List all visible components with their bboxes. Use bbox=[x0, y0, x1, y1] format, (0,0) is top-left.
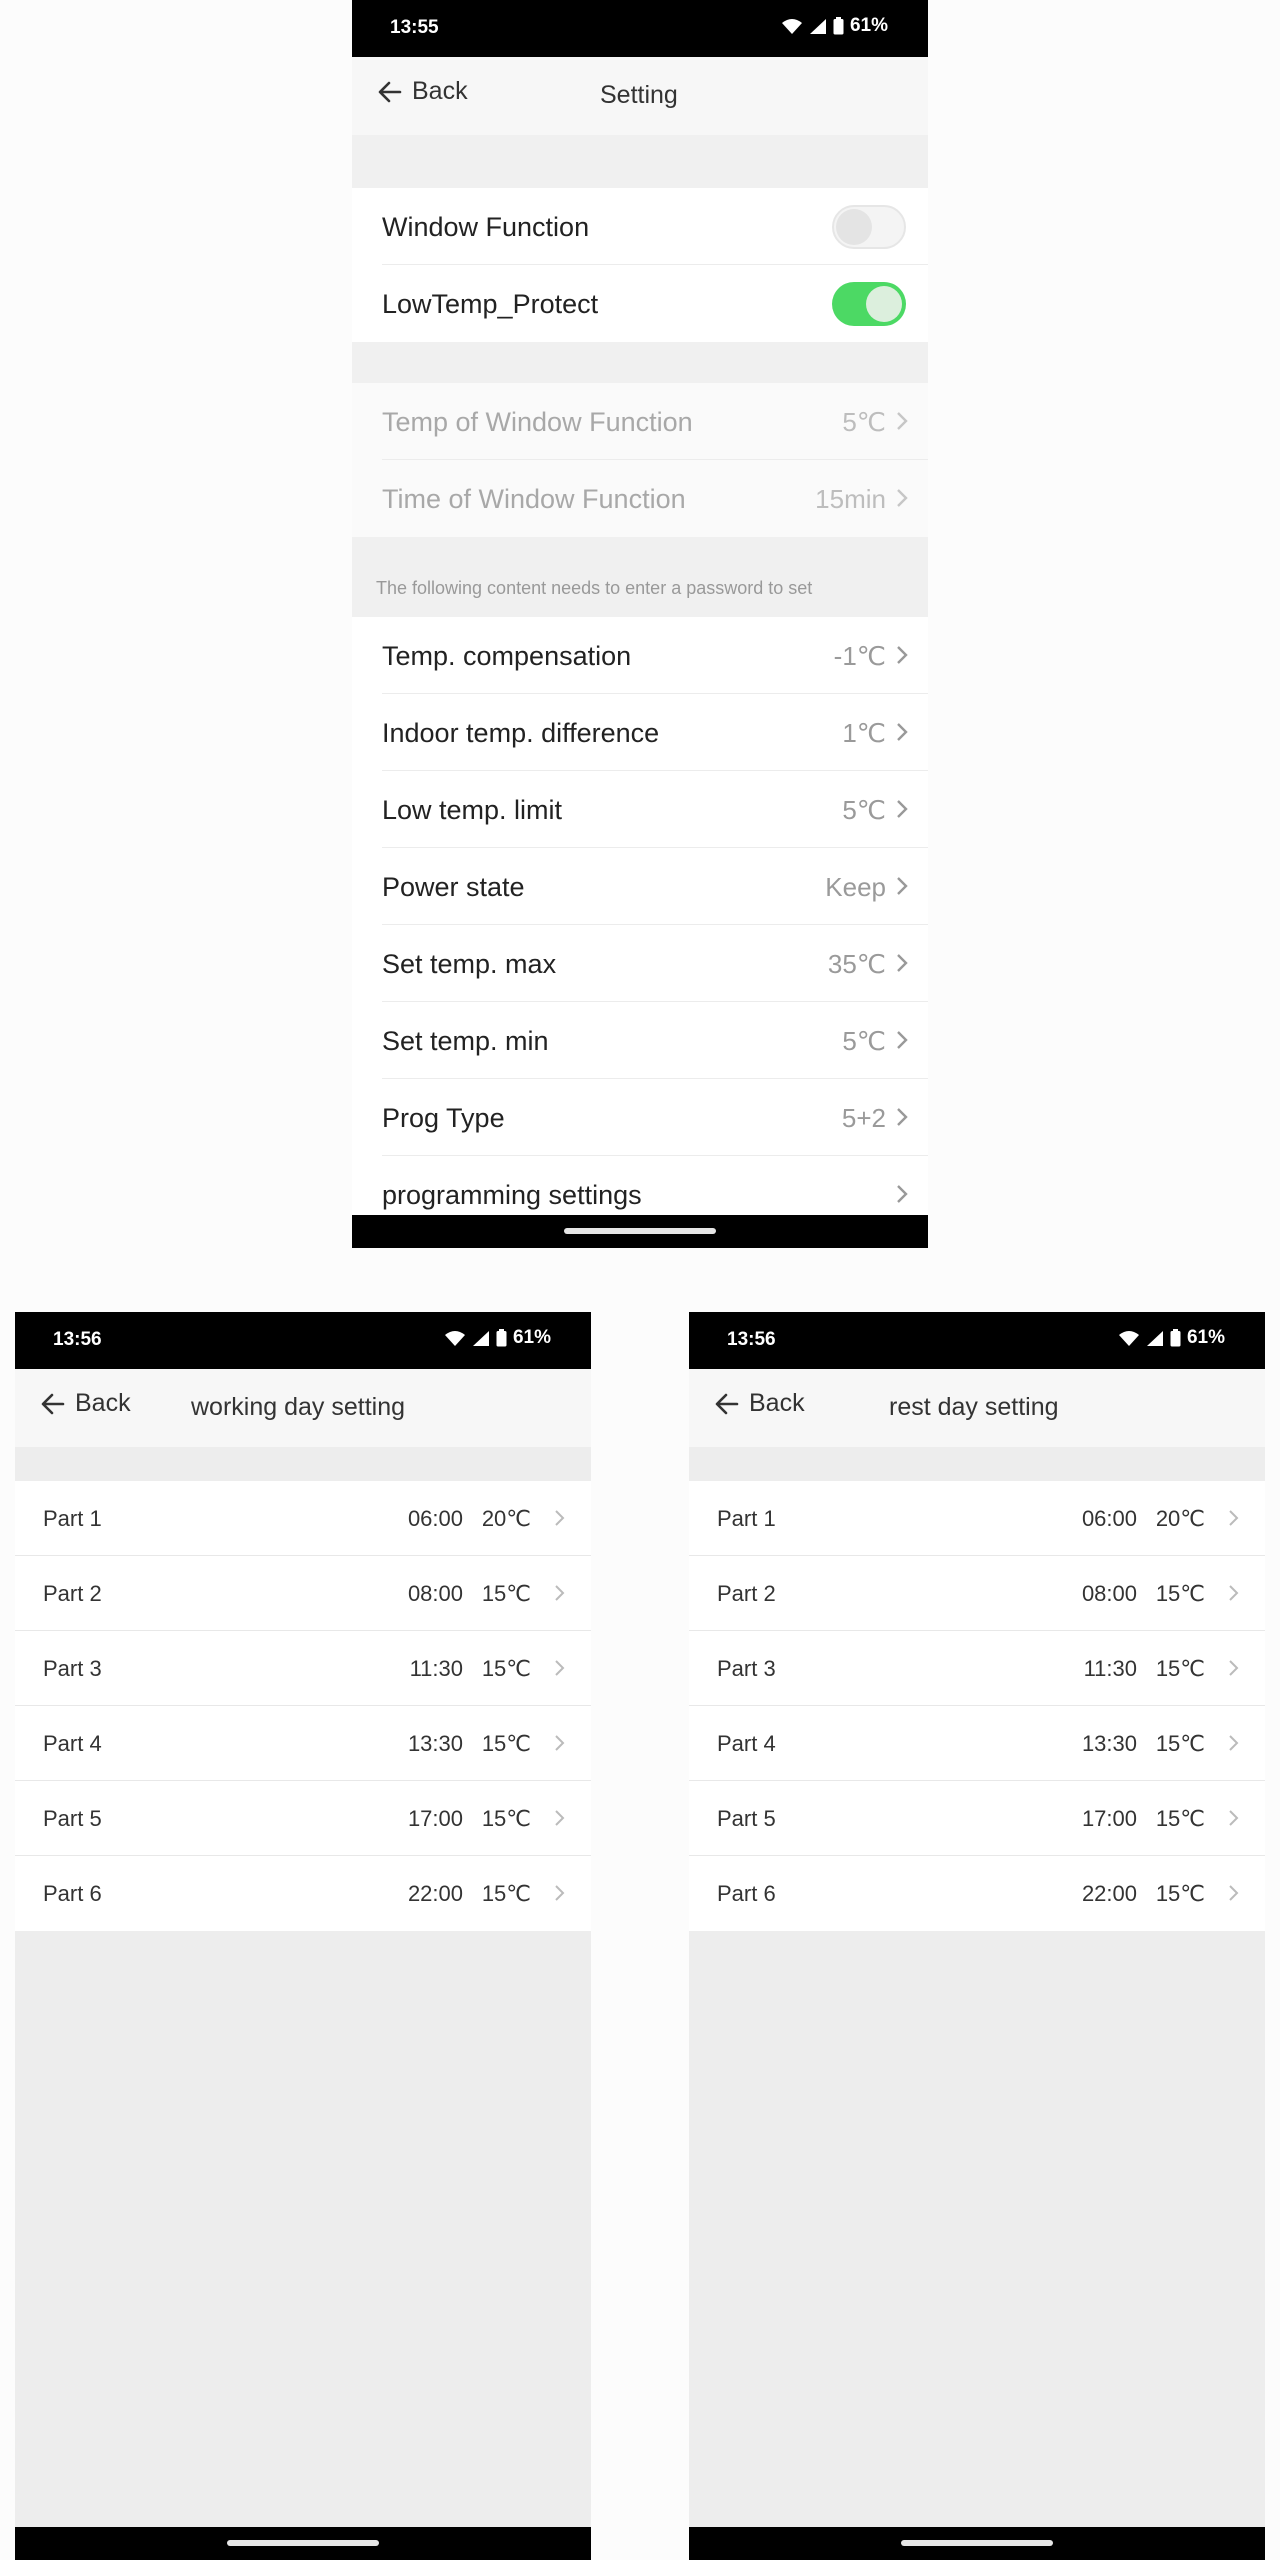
row-label: Indoor temp. difference bbox=[382, 718, 660, 748]
part-label: Part 5 bbox=[717, 1806, 776, 1831]
temp-compensation-row[interactable] bbox=[352, 617, 928, 694]
password-settings-section bbox=[352, 617, 928, 1216]
battery-icon bbox=[833, 17, 844, 35]
chevron-right-icon bbox=[1228, 1884, 1239, 1902]
part-label: Part 6 bbox=[43, 1881, 102, 1906]
home-indicator-bar bbox=[352, 1215, 928, 1248]
part-temp: 15℃ bbox=[1155, 1581, 1205, 1606]
battery-percent: 61% bbox=[1186, 1327, 1225, 1348]
signal-icon bbox=[1146, 1330, 1164, 1347]
working-day-parts-list bbox=[15, 1481, 591, 1931]
back-label: Back bbox=[412, 77, 468, 105]
back-label: Back bbox=[75, 1389, 131, 1417]
status-bar bbox=[689, 1312, 1265, 1369]
part-temp: 15℃ bbox=[481, 1806, 531, 1831]
chevron-right-icon bbox=[1228, 1659, 1239, 1677]
row-label: Set temp. max bbox=[382, 949, 557, 979]
part-row-4[interactable] bbox=[15, 1706, 591, 1781]
part-time: 08:00 bbox=[1081, 1581, 1137, 1606]
part-temp: 15℃ bbox=[481, 1881, 531, 1906]
row-label: Prog Type bbox=[382, 1103, 505, 1133]
part-temp: 15℃ bbox=[481, 1656, 531, 1681]
row-label: Time of Window Function bbox=[382, 484, 686, 514]
time-window-function-row[interactable] bbox=[352, 460, 928, 537]
row-value: 1℃ bbox=[842, 718, 886, 748]
part-time: 13:30 bbox=[1081, 1731, 1137, 1756]
back-button[interactable] bbox=[715, 1389, 805, 1418]
back-label: Back bbox=[749, 1389, 805, 1417]
row-value: -1℃ bbox=[833, 641, 886, 671]
chevron-right-icon bbox=[896, 953, 908, 973]
battery-percent: 61% bbox=[512, 1327, 551, 1348]
power-state-row[interactable] bbox=[352, 848, 928, 925]
toggle-knob bbox=[836, 209, 872, 245]
part-row-6[interactable] bbox=[689, 1856, 1265, 1931]
part-row-6[interactable] bbox=[15, 1856, 591, 1931]
chevron-right-icon bbox=[1228, 1584, 1239, 1602]
part-temp: 15℃ bbox=[1155, 1656, 1205, 1681]
window-function-label: Window Function bbox=[382, 212, 590, 242]
row-value: 5℃ bbox=[842, 795, 886, 825]
status-bar bbox=[352, 0, 928, 57]
status-icons bbox=[781, 15, 888, 37]
chevron-right-icon bbox=[896, 1107, 908, 1127]
part-time: 17:00 bbox=[1081, 1806, 1137, 1831]
row-value: 5℃ bbox=[842, 1026, 886, 1056]
toggle-knob bbox=[866, 286, 902, 322]
working-day-header bbox=[15, 1369, 591, 1447]
part-label: Part 3 bbox=[717, 1656, 776, 1681]
set-temp-max-row[interactable] bbox=[352, 925, 928, 1002]
status-time: 13:56 bbox=[727, 1329, 776, 1350]
part-time: 11:30 bbox=[409, 1656, 463, 1681]
page-title: Setting bbox=[600, 81, 678, 109]
lowtemp-protect-row bbox=[352, 265, 928, 342]
chevron-right-icon bbox=[1228, 1509, 1239, 1527]
part-time: 22:00 bbox=[407, 1881, 463, 1906]
part-time: 11:30 bbox=[1083, 1656, 1137, 1681]
part-row-2[interactable] bbox=[15, 1556, 591, 1631]
row-label: Temp of Window Function bbox=[382, 407, 693, 437]
part-time: 22:00 bbox=[1081, 1881, 1137, 1906]
chevron-right-icon bbox=[896, 1030, 908, 1050]
status-time: 13:56 bbox=[53, 1329, 102, 1350]
part-time: 13:30 bbox=[407, 1731, 463, 1756]
row-value: 5℃ bbox=[842, 407, 886, 437]
chevron-right-icon bbox=[554, 1809, 565, 1827]
part-label: Part 1 bbox=[43, 1506, 102, 1531]
row-value: Keep bbox=[825, 872, 886, 902]
chevron-right-icon bbox=[896, 799, 908, 819]
row-label: programming settings bbox=[382, 1180, 642, 1210]
prog-type-row[interactable] bbox=[352, 1079, 928, 1156]
lowtemp-protect-label: LowTemp_Protect bbox=[382, 289, 599, 319]
part-time: 08:00 bbox=[407, 1581, 463, 1606]
status-icons bbox=[1118, 1327, 1225, 1349]
row-value: 35℃ bbox=[827, 949, 886, 979]
chevron-right-icon bbox=[554, 1884, 565, 1902]
part-row-2[interactable] bbox=[689, 1556, 1265, 1631]
home-indicator[interactable] bbox=[227, 2540, 379, 2546]
chevron-right-icon bbox=[554, 1509, 565, 1527]
wifi-icon bbox=[781, 18, 803, 35]
battery-percent: 61% bbox=[849, 15, 888, 36]
status-icons bbox=[444, 1327, 551, 1349]
toggle-section bbox=[352, 188, 928, 342]
chevron-right-icon bbox=[1228, 1809, 1239, 1827]
row-label: Low temp. limit bbox=[382, 795, 563, 825]
signal-icon bbox=[809, 18, 827, 35]
part-row-5[interactable] bbox=[689, 1781, 1265, 1856]
set-temp-min-row[interactable] bbox=[352, 1002, 928, 1079]
part-label: Part 4 bbox=[43, 1731, 102, 1756]
chevron-right-icon bbox=[896, 488, 908, 508]
top-header bbox=[352, 57, 928, 135]
back-button[interactable] bbox=[41, 1389, 131, 1418]
row-label: Power state bbox=[382, 872, 525, 902]
window-settings-section bbox=[352, 383, 928, 537]
part-row-5[interactable] bbox=[15, 1781, 591, 1856]
rest-day-screen bbox=[689, 1312, 1265, 2560]
battery-icon bbox=[496, 1329, 507, 1347]
row-label: Temp. compensation bbox=[382, 641, 632, 671]
part-temp: 15℃ bbox=[1155, 1881, 1205, 1906]
chevron-right-icon bbox=[554, 1659, 565, 1677]
part-temp: 20℃ bbox=[1155, 1506, 1205, 1531]
low-temp-limit-row[interactable] bbox=[352, 771, 928, 848]
home-indicator-bar bbox=[15, 2527, 591, 2560]
window-function-toggle[interactable] bbox=[832, 205, 906, 249]
back-arrow-icon bbox=[715, 1393, 739, 1415]
page-title: rest day setting bbox=[889, 1393, 1059, 1421]
password-note: The following content needs to enter a password to set bbox=[376, 578, 813, 598]
part-label: Part 2 bbox=[717, 1581, 776, 1606]
back-button[interactable] bbox=[378, 77, 468, 106]
part-label: Part 3 bbox=[43, 1656, 102, 1681]
part-label: Part 6 bbox=[717, 1881, 776, 1906]
chevron-right-icon bbox=[896, 1184, 908, 1204]
part-row-3[interactable] bbox=[689, 1631, 1265, 1706]
wifi-icon bbox=[1118, 1330, 1140, 1347]
chevron-right-icon bbox=[896, 411, 908, 431]
row-label: Set temp. min bbox=[382, 1026, 549, 1056]
part-label: Part 2 bbox=[43, 1581, 102, 1606]
working-day-screen bbox=[15, 1312, 591, 2560]
wifi-icon bbox=[444, 1330, 466, 1347]
chevron-right-icon bbox=[554, 1734, 565, 1752]
part-temp: 15℃ bbox=[1155, 1806, 1205, 1831]
chevron-right-icon bbox=[896, 645, 908, 665]
part-time: 06:00 bbox=[1081, 1506, 1137, 1531]
part-label: Part 1 bbox=[717, 1506, 776, 1531]
chevron-right-icon bbox=[896, 876, 908, 896]
status-time: 13:55 bbox=[390, 17, 439, 38]
part-temp: 15℃ bbox=[1155, 1731, 1205, 1756]
part-label: Part 4 bbox=[717, 1731, 776, 1756]
programming-settings-row[interactable] bbox=[352, 1156, 928, 1216]
part-time: 17:00 bbox=[407, 1806, 463, 1831]
part-time: 06:00 bbox=[407, 1506, 463, 1531]
indoor-temp-difference-row[interactable] bbox=[352, 694, 928, 771]
part-row-4[interactable] bbox=[689, 1706, 1265, 1781]
status-bar bbox=[15, 1312, 591, 1369]
page-title: working day setting bbox=[191, 1393, 406, 1421]
setting-screen bbox=[352, 0, 928, 1248]
signal-icon bbox=[472, 1330, 490, 1347]
part-label: Part 5 bbox=[43, 1806, 102, 1831]
rest-day-parts-list bbox=[689, 1481, 1265, 1931]
temp-window-function-row[interactable] bbox=[352, 383, 928, 460]
home-indicator-bar bbox=[689, 2527, 1265, 2560]
home-indicator[interactable] bbox=[901, 2540, 1053, 2546]
part-row-1[interactable] bbox=[15, 1481, 591, 1556]
chevron-right-icon bbox=[554, 1584, 565, 1602]
part-row-3[interactable] bbox=[15, 1631, 591, 1706]
part-temp: 15℃ bbox=[481, 1731, 531, 1756]
row-value: 5+2 bbox=[841, 1103, 886, 1133]
back-arrow-icon bbox=[41, 1393, 65, 1415]
chevron-right-icon bbox=[1228, 1734, 1239, 1752]
part-temp: 15℃ bbox=[481, 1581, 531, 1606]
part-row-1[interactable] bbox=[689, 1481, 1265, 1556]
row-value: 15min bbox=[815, 484, 886, 514]
window-function-row bbox=[352, 188, 928, 265]
battery-icon bbox=[1170, 1329, 1181, 1347]
part-temp: 20℃ bbox=[481, 1506, 531, 1531]
chevron-right-icon bbox=[896, 722, 908, 742]
home-indicator[interactable] bbox=[564, 1228, 716, 1234]
lowtemp-protect-toggle[interactable] bbox=[832, 282, 906, 326]
rest-day-header bbox=[689, 1369, 1265, 1447]
back-arrow-icon bbox=[378, 81, 402, 103]
